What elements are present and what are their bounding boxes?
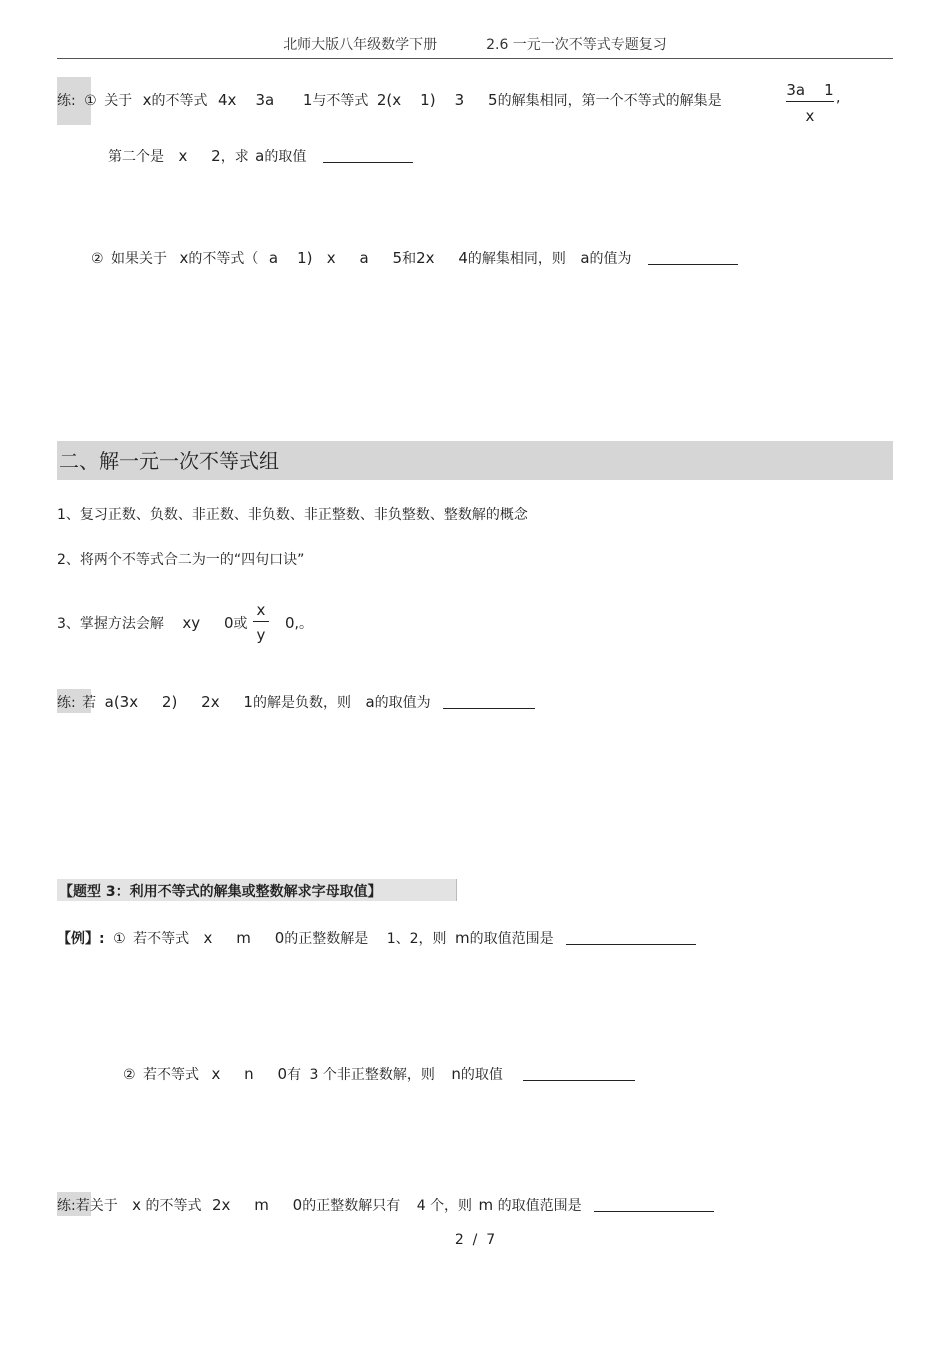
fraction-numerator: 3a 1 [786, 81, 834, 99]
list-item: 2、将两个不等式合二为一的“四句口诀” [57, 552, 305, 568]
math-expression: x m 0 [203, 929, 285, 947]
circled-number: ① [84, 93, 97, 109]
fraction-denominator: y [256, 626, 266, 644]
practice-tag: 练: [57, 93, 76, 109]
math-var: x [142, 91, 152, 109]
example-tag: 【例】: [57, 931, 105, 947]
comma: , [836, 90, 841, 106]
practice-tag: 练: [57, 695, 76, 711]
list-item-tail: 0,。 [285, 614, 313, 632]
list-item: 1、复习正数、负数、非正数、非负数、非正整数、非负整数、整数解的概念 [57, 507, 528, 523]
header-title: 北师大版八年级数学下册 [283, 37, 438, 53]
page-number: 2 / 7 [454, 1232, 496, 1248]
math-expression: 2(x 1) 3 5 [376, 91, 498, 109]
circled-number: ① [113, 931, 126, 947]
math-expression: x n 0 [211, 1065, 288, 1083]
answer-blank[interactable] [443, 694, 535, 709]
math-var: a [255, 147, 265, 165]
math-expression: a(3x 2) 2x 1 [104, 693, 253, 711]
answer-blank[interactable] [566, 930, 696, 945]
practice-1-q1-line1: 练: ① 关于 x的不等式 4x 3a 1与不等式 2(x 1) 3 5的解集相同，第一个不等式的解集是 [57, 91, 722, 109]
practice-1-q1-line2: 第二个是 x 2，求 a的取值 [108, 146, 413, 166]
list-item: 3、掌握方法会解 xy 0或 [57, 614, 248, 632]
math-expression: xy 0 [182, 614, 234, 632]
circled-number: ② [123, 1067, 136, 1083]
math-var: x [179, 249, 189, 267]
question-type-title: 【题型 3：利用不等式的解集或整数解求字母取值】 [59, 884, 382, 900]
circled-number: ② [91, 251, 104, 267]
math-var: a [365, 693, 375, 711]
fraction-denominator: x [805, 107, 815, 125]
math-var: x [132, 1196, 142, 1214]
practice-1-q2: ② 如果关于 x的不等式（ a 1) x a 5和2x 4的解集相同，则 a的值为 [91, 248, 738, 268]
math-expression: 4x 3a 1 [217, 91, 313, 109]
header-subtitle: 2.6 一元一次不等式专题复习 [486, 37, 667, 53]
fraction [786, 81, 834, 125]
math-expression: 2x m 0 [211, 1196, 303, 1214]
answer-blank[interactable] [594, 1197, 714, 1212]
section-heading-bar [57, 441, 893, 480]
math-var: m [478, 1196, 494, 1214]
page-header [0, 34, 950, 54]
practice-2: 练: 若 a(3x 2) 2x 1的解是负数，则 a的取值为 [57, 692, 535, 712]
practice-3: 练:若关于 x 的不等式 2x m 0的正整数解只有 4 个，则 m 的取值范围是 [57, 1195, 714, 1215]
fraction [253, 601, 269, 644]
header-divider [57, 58, 893, 59]
answer-blank[interactable] [323, 148, 413, 163]
answer-blank[interactable] [523, 1066, 635, 1081]
math-var: n [451, 1065, 461, 1083]
answer-blank[interactable] [648, 250, 738, 265]
math-var: m [454, 929, 470, 947]
practice-tag: 练: [57, 1198, 76, 1214]
math-expression: a 1) x a 5 [268, 249, 403, 267]
fraction-numerator: x [256, 601, 266, 619]
example-q2: ② 若不等式 x n 0有 3 个非正整数解，则 n的取值 [123, 1064, 635, 1084]
fraction-bar [786, 101, 834, 102]
section-heading: 二、解一元一次不等式组 [59, 449, 279, 473]
question-type-banner [57, 879, 457, 901]
math-var: a [580, 249, 590, 267]
math-expression: x 2 [178, 147, 221, 165]
fraction-bar [253, 621, 269, 622]
example-q1: 【例】: ① 若不等式 x m 0的正整数解是 1、2，则 m的取值范围是 [57, 928, 696, 948]
math-expression: 2x 4 [416, 249, 468, 267]
